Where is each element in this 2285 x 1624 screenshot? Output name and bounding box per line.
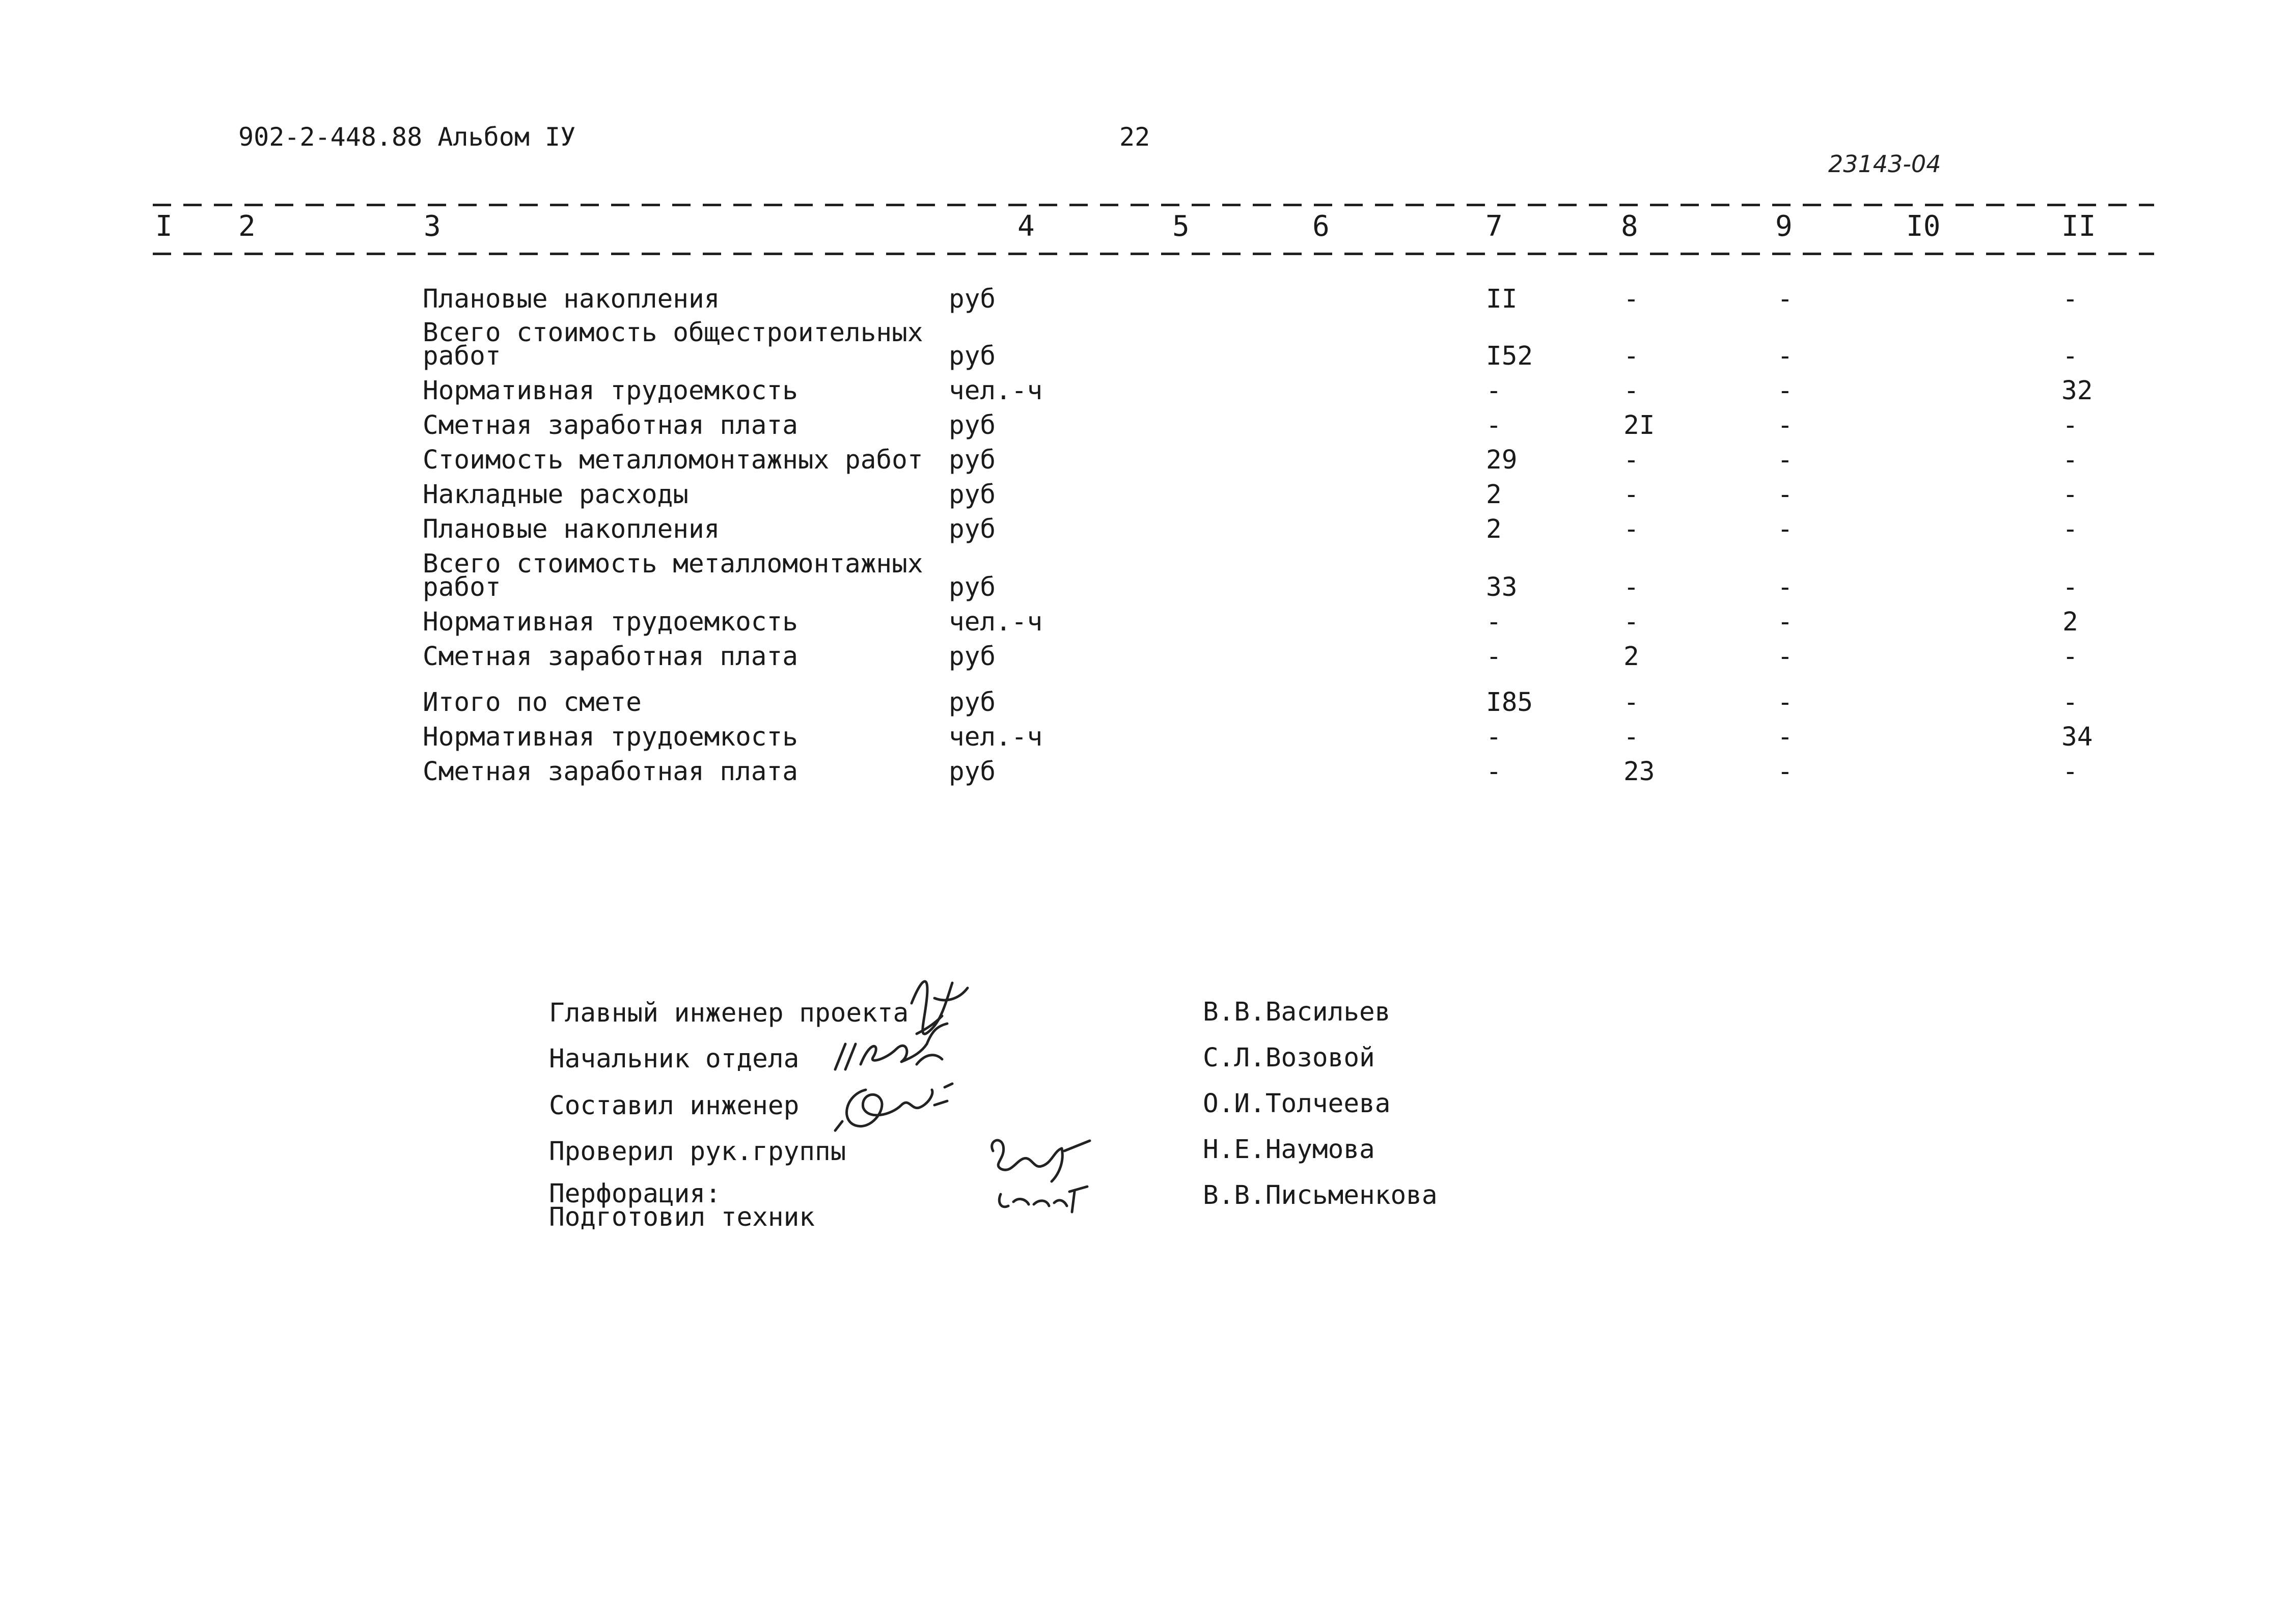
row-name: Нормативная трудоемкость bbox=[423, 722, 798, 752]
row-name: Плановые накопления bbox=[423, 284, 720, 314]
column-number: 7 bbox=[1485, 210, 1503, 243]
cell-col11: - bbox=[2062, 341, 2078, 371]
row-unit: чел.-ч bbox=[949, 607, 1043, 637]
column-number: 2 bbox=[238, 210, 256, 243]
column-number: 8 bbox=[1621, 210, 1638, 243]
cell-col9: - bbox=[1777, 445, 1793, 475]
cell-col8: - bbox=[1623, 572, 1639, 602]
cell-col8: 2I bbox=[1623, 410, 1655, 441]
table-row bbox=[0, 607, 2285, 637]
cell-col7: - bbox=[1486, 376, 1502, 406]
table-row bbox=[0, 445, 2285, 475]
cell-col11: - bbox=[2062, 757, 2078, 787]
signatory-name: С.Л.Возовой bbox=[1203, 1043, 1375, 1073]
cell-col11: 34 bbox=[2061, 722, 2093, 752]
cell-col11: - bbox=[2062, 687, 2078, 718]
cell-col11: - bbox=[2062, 572, 2078, 602]
row-unit: руб bbox=[949, 514, 996, 544]
table-row bbox=[0, 376, 2285, 406]
signatory-name: В.В.Письменкова bbox=[1203, 1180, 1438, 1210]
cell-col8: - bbox=[1623, 514, 1639, 544]
row-unit: руб bbox=[949, 642, 996, 672]
document-code: 902-2-448.88 Альбом IУ bbox=[238, 122, 576, 152]
cell-col8: - bbox=[1623, 376, 1639, 406]
row-unit: руб bbox=[949, 341, 996, 371]
cell-col9: - bbox=[1777, 284, 1793, 314]
column-number: 6 bbox=[1312, 210, 1330, 243]
signatory-name: О.И.Толчеева bbox=[1203, 1089, 1391, 1119]
row-name: Плановые накопления bbox=[423, 514, 720, 544]
cell-col9: - bbox=[1777, 722, 1793, 752]
table-row bbox=[0, 722, 2285, 752]
row-unit: руб bbox=[949, 572, 996, 602]
signatory-role: Главный инженер проекта bbox=[549, 998, 909, 1028]
cell-col7: 33 bbox=[1486, 572, 1518, 602]
cell-col11: 32 bbox=[2061, 376, 2093, 406]
cell-col7: - bbox=[1486, 607, 1502, 637]
signatory-role: Составил инженер bbox=[549, 1091, 800, 1121]
column-number: 5 bbox=[1172, 210, 1190, 243]
handwritten-signatures bbox=[825, 968, 1181, 1243]
table-row bbox=[0, 642, 2285, 672]
cell-col8: - bbox=[1623, 284, 1639, 314]
cell-col9: - bbox=[1777, 687, 1793, 718]
inventory-stamp: 23143-04 bbox=[1828, 150, 1941, 178]
signatory-name: Н.Е.Наумова bbox=[1203, 1135, 1375, 1165]
row-name: Нормативная трудоемкость bbox=[423, 376, 798, 406]
cell-col7: II bbox=[1486, 284, 1518, 314]
row-name: Всего стоимость общестроительных работ bbox=[423, 318, 923, 371]
row-unit: чел.-ч bbox=[949, 722, 1043, 752]
cell-col8: - bbox=[1623, 445, 1639, 475]
cell-col7: 29 bbox=[1486, 445, 1518, 475]
cell-col7: 2 bbox=[1486, 514, 1502, 544]
cell-col11: - bbox=[2062, 480, 2078, 510]
cell-col9: - bbox=[1777, 572, 1793, 602]
cell-col8: - bbox=[1623, 341, 1639, 371]
cell-col8: 23 bbox=[1623, 757, 1655, 787]
row-name: Нормативная трудоемкость bbox=[423, 607, 798, 637]
cell-col7: I52 bbox=[1486, 341, 1533, 371]
row-name: Итого по смете bbox=[423, 687, 642, 718]
cell-col11: - bbox=[2062, 642, 2078, 672]
cell-col9: - bbox=[1777, 514, 1793, 544]
row-unit: руб bbox=[949, 445, 996, 475]
cell-col7: - bbox=[1486, 722, 1502, 752]
cell-col11: - bbox=[2062, 410, 2078, 441]
column-number: I bbox=[155, 210, 173, 243]
row-unit: чел.-ч bbox=[949, 376, 1043, 406]
column-number: 3 bbox=[424, 210, 441, 243]
cell-col8: 2 bbox=[1623, 642, 1639, 672]
table-row bbox=[0, 757, 2285, 787]
cell-col8: - bbox=[1623, 687, 1639, 718]
row-unit: руб bbox=[949, 284, 996, 314]
cell-col11: - bbox=[2062, 284, 2078, 314]
row-name: Всего стоимость металломонтажных работ bbox=[423, 549, 923, 602]
table-row bbox=[0, 480, 2285, 510]
signatory-name: В.В.Васильев bbox=[1203, 997, 1391, 1027]
cell-col9: - bbox=[1777, 607, 1793, 637]
row-unit: руб bbox=[949, 410, 996, 441]
cell-col11: 2 bbox=[2062, 607, 2078, 637]
row-name: Стоимость металломонтажных работ bbox=[423, 445, 923, 475]
table-header-rule bbox=[153, 253, 2154, 255]
cell-col8: - bbox=[1623, 607, 1639, 637]
cell-col11: - bbox=[2062, 445, 2078, 475]
cell-col7: - bbox=[1486, 642, 1502, 672]
row-unit: руб bbox=[949, 757, 996, 787]
column-number: II bbox=[2061, 210, 2096, 243]
cell-col9: - bbox=[1777, 757, 1793, 787]
row-name: Сметная заработная плата bbox=[423, 410, 798, 441]
signatory-role: Перфорация: Подготовил техник bbox=[549, 1179, 815, 1232]
cell-col9: - bbox=[1777, 642, 1793, 672]
cell-col7: 2 bbox=[1486, 480, 1502, 510]
signatory-role: Проверил рук.группы bbox=[549, 1137, 846, 1167]
row-name: Сметная заработная плата bbox=[423, 757, 798, 787]
signatory-role: Начальник отдела bbox=[549, 1044, 800, 1074]
cell-col9: - bbox=[1777, 410, 1793, 441]
row-name: Сметная заработная плата bbox=[423, 642, 798, 672]
page-number: 22 bbox=[1119, 122, 1150, 152]
cell-col9: - bbox=[1777, 341, 1793, 371]
table-top-rule bbox=[153, 204, 2154, 206]
row-name: Накладные расходы bbox=[423, 480, 689, 510]
cell-col11: - bbox=[2062, 514, 2078, 544]
cell-col9: - bbox=[1777, 480, 1793, 510]
column-number: 9 bbox=[1775, 210, 1793, 243]
cell-col8: - bbox=[1623, 480, 1639, 510]
cell-col9: - bbox=[1777, 376, 1793, 406]
cell-col8: - bbox=[1623, 722, 1639, 752]
column-number: 4 bbox=[1017, 210, 1035, 243]
cell-col7: - bbox=[1486, 410, 1502, 441]
cell-col7: I85 bbox=[1486, 687, 1533, 718]
row-unit: руб bbox=[949, 480, 996, 510]
cell-col7: - bbox=[1486, 757, 1502, 787]
column-number: I0 bbox=[1906, 210, 1941, 243]
row-unit: руб bbox=[949, 687, 996, 718]
